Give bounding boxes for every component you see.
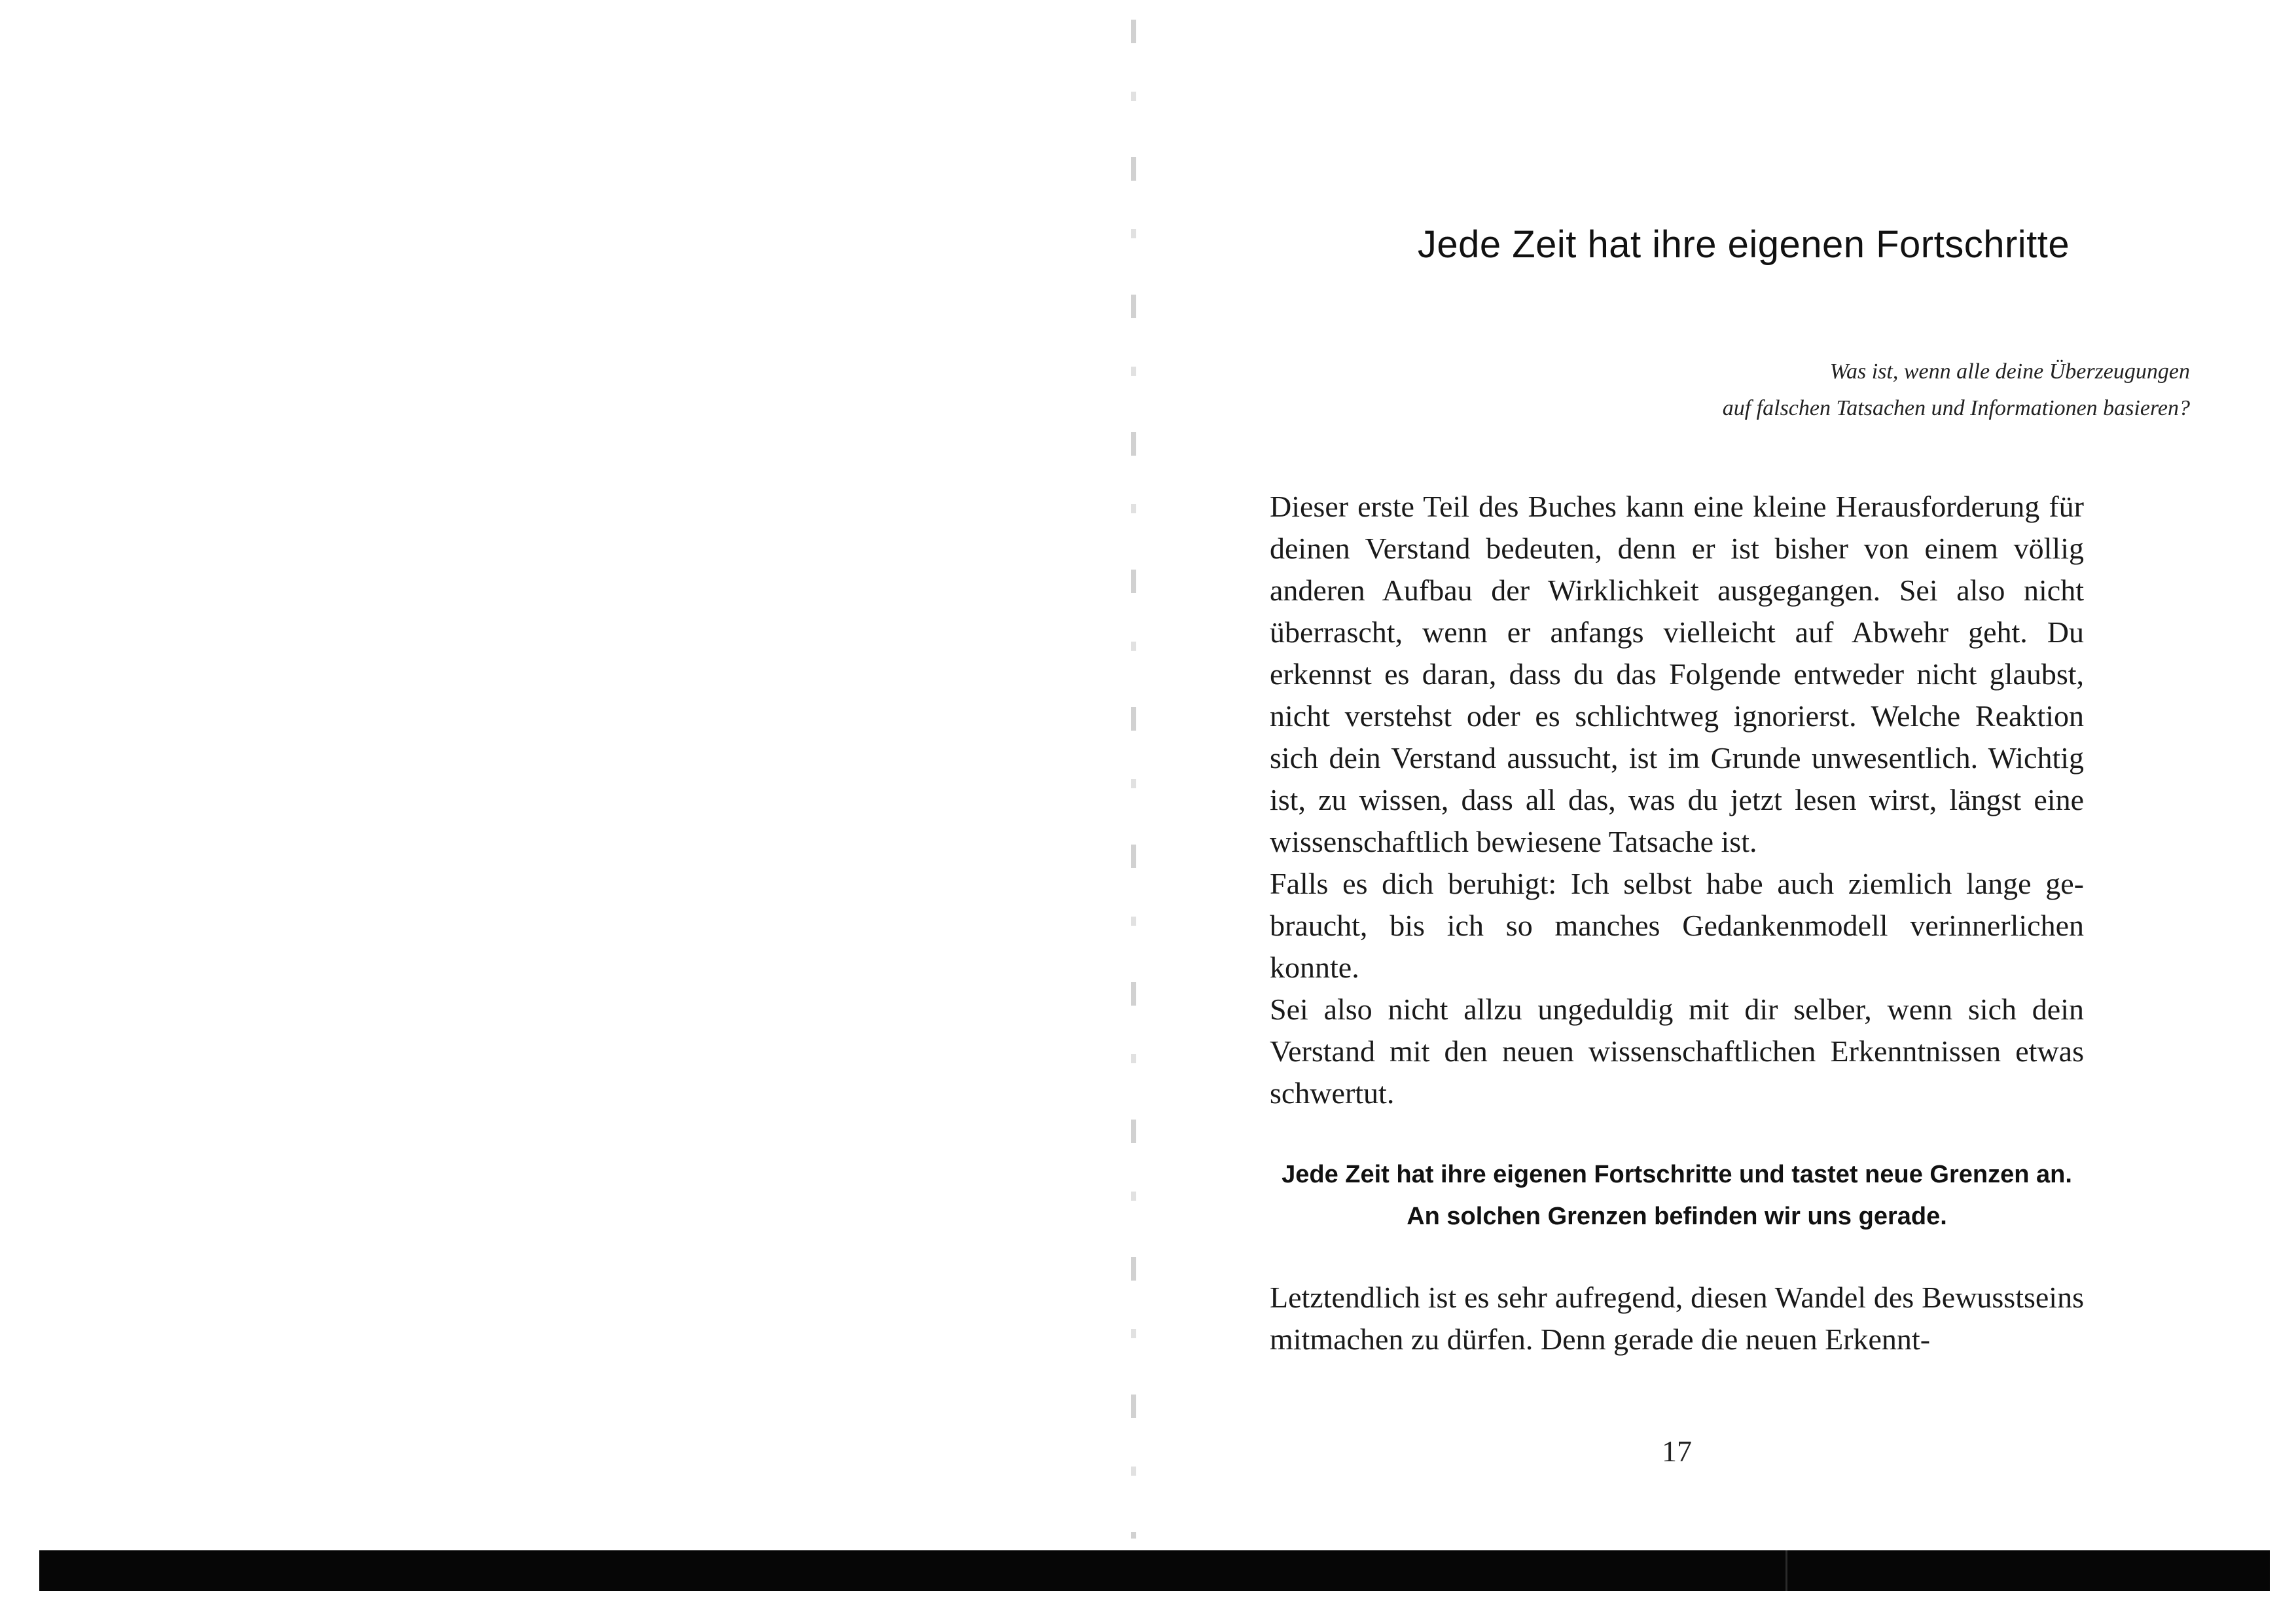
left-page-blank	[0, 0, 1139, 1545]
epigraph-line-1: Was ist, wenn alle deine Überzeugungen	[1829, 359, 2190, 384]
body-text-section-2	[1270, 1277, 2084, 1360]
paragraph-3: Sei also nicht allzu ungeduldig mit dir selber, wenn sich dein Verstand mit den neuen wissenschaftlichen Erkenntnissen etwas schwertut.	[1270, 993, 2084, 1110]
paragraph-4: Letztendlich ist es sehr aufregend, diesen Wandel des Bewusstseins mitmachen zu dürfen. Denn gerade die neuen Erkennt-	[1270, 1281, 2084, 1356]
paragraph-1: Dieser erste Teil des Buches kann eine kleine Herausforderung für deinen Verstand bedeuten, denn er ist bisher von einem völlig anderen Aufbau der Wirklichkeit ausgegangen. Sei also nicht überrascht, wenn er anfangs vielleicht auf Abwehr geht. Du erkennst es daran, dass du das Folgende entweder nicht glaubst, nicht verstehst oder es schlichtweg ignorierst. Welche Reaktion sich dein Verstand aussucht, ist im Grunde unwesentlich. Wichtig ist, zu wissen, dass all das, was du jetzt lesen wirst, längst eine wissenschaftlich bewiesene Tatsache ist.	[1270, 490, 2084, 858]
body-text-section-1	[1270, 486, 2084, 1114]
epigraph	[1723, 354, 2190, 427]
page-number: 17	[1662, 1434, 1692, 1468]
book-gutter	[1131, 20, 1136, 1539]
emphasis-quote	[1270, 1154, 2084, 1237]
epigraph-line-2: auf falschen Tatsachen und Informationen basieren?	[1722, 396, 2190, 420]
scan-edge-bar	[39, 1550, 2270, 1591]
right-page	[1139, 0, 2296, 1545]
emphasis-line-2: An solchen Grenzen befinden wir uns gerade.	[1407, 1203, 1947, 1230]
paragraph-2: Falls es dich beruhigt: Ich selbst habe auch ziemlich lange gebraucht, bis ich so manches Gedankenmodell verinnerlichen konnte.	[1270, 867, 2084, 984]
emphasis-line-1: Jede Zeit hat ihre eigenen Fortschritte und tastet neue Grenzen an.	[1282, 1161, 2072, 1188]
chapter-title: Jede Zeit hat ihre eigenen Fortschritte	[1417, 223, 2070, 266]
